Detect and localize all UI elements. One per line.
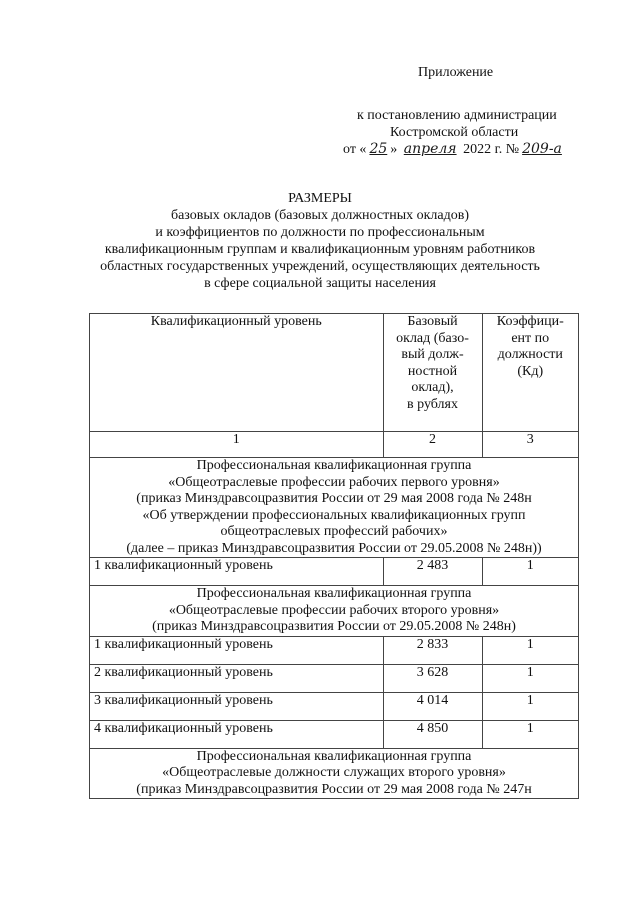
level-cell: 2 квалификационный уровень — [90, 664, 384, 692]
salary-cell: 3 628 — [383, 664, 482, 692]
group-header-row — [90, 586, 579, 637]
header-base-salary: Базовый оклад (базо- вый долж- ностной оклад), в рублях — [383, 314, 482, 432]
table-row — [90, 636, 579, 664]
group-header-row — [90, 748, 579, 799]
date-year: 2022 г. № — [463, 142, 520, 157]
level-cell: 4 квалификационный уровень — [90, 720, 384, 748]
column-number: 3 — [482, 432, 578, 458]
table-row — [90, 664, 579, 692]
region-line: Костромской области — [390, 125, 519, 140]
salary-cell: 2 483 — [383, 558, 482, 586]
title-heading: РАЗМЕРЫ — [288, 191, 352, 206]
date-mid: » — [390, 142, 398, 157]
level-cell: 3 квалификационный уровень — [90, 692, 384, 720]
table-header-row — [90, 314, 579, 432]
table-row — [90, 720, 579, 748]
coef-cell: 1 — [482, 720, 578, 748]
title-line: и коэффициентов по должности по профессиональным — [155, 225, 485, 240]
group-2-title: Профессиональная квалификационная группа «Общеотраслевые профессии рабочих второго уровня» (приказ Минздравсоцразвития России от 29.05.2008 № 248н) — [90, 586, 579, 637]
coef-cell: 1 — [482, 692, 578, 720]
title-line: квалификационным группам и квалификационным уровням работников — [104, 242, 536, 257]
handwritten-day: 25 — [369, 141, 388, 157]
coef-cell: 1 — [482, 636, 578, 664]
title-line: областных государственных учреждений, осуществляющих деятельность — [100, 259, 540, 274]
document-title — [60, 190, 580, 292]
group-1-title: Профессиональная квалификационная группа «Общеотраслевые профессии рабочих первого уровня» (приказ Минздравсоцразвития России от 29 мая 2008 года № 248н «Об утверждении профессиональных квалификационных групп общеотраслевых профессий рабочих» (далее – приказ Минздравсоцразвития России от 29.05.2008 № 248н)) — [90, 458, 579, 558]
handwritten-month: апреля — [403, 141, 457, 157]
date-prefix: от « — [343, 142, 367, 157]
header-qualification-level: Квалификационный уровень — [90, 314, 384, 432]
header-coefficient: Коэффици- ент по должности (Кд) — [482, 314, 578, 432]
column-number-row — [90, 432, 579, 458]
date-line — [343, 141, 565, 158]
salary-cell: 4 850 — [383, 720, 482, 748]
table-row — [90, 558, 579, 586]
handwritten-doc-number: 209-а — [522, 141, 562, 157]
title-line: базовых окладов (базовых должностных окладов) — [170, 208, 470, 223]
coef-cell: 1 — [482, 558, 578, 586]
group-header-row — [90, 458, 579, 558]
level-cell: 1 квалификационный уровень — [90, 636, 384, 664]
table-row — [90, 692, 579, 720]
title-line: в сфере социальной защиты населения — [204, 276, 436, 291]
appendix-label: Приложение — [418, 65, 494, 80]
group-3-title: Профессиональная квалификационная группа «Общеотраслевые должности служащих второго уровня» (приказ Минздравсоцразвития России от 29 мая 2008 года № 247н — [90, 748, 579, 799]
salary-cell: 4 014 — [383, 692, 482, 720]
coef-cell: 1 — [482, 664, 578, 692]
level-cell: 1 квалификационный уровень — [90, 558, 384, 586]
resolution-line: к постановлению администрации — [357, 108, 557, 123]
column-number: 2 — [383, 432, 482, 458]
rates-table — [89, 313, 579, 799]
column-number: 1 — [90, 432, 384, 458]
salary-cell: 2 833 — [383, 636, 482, 664]
